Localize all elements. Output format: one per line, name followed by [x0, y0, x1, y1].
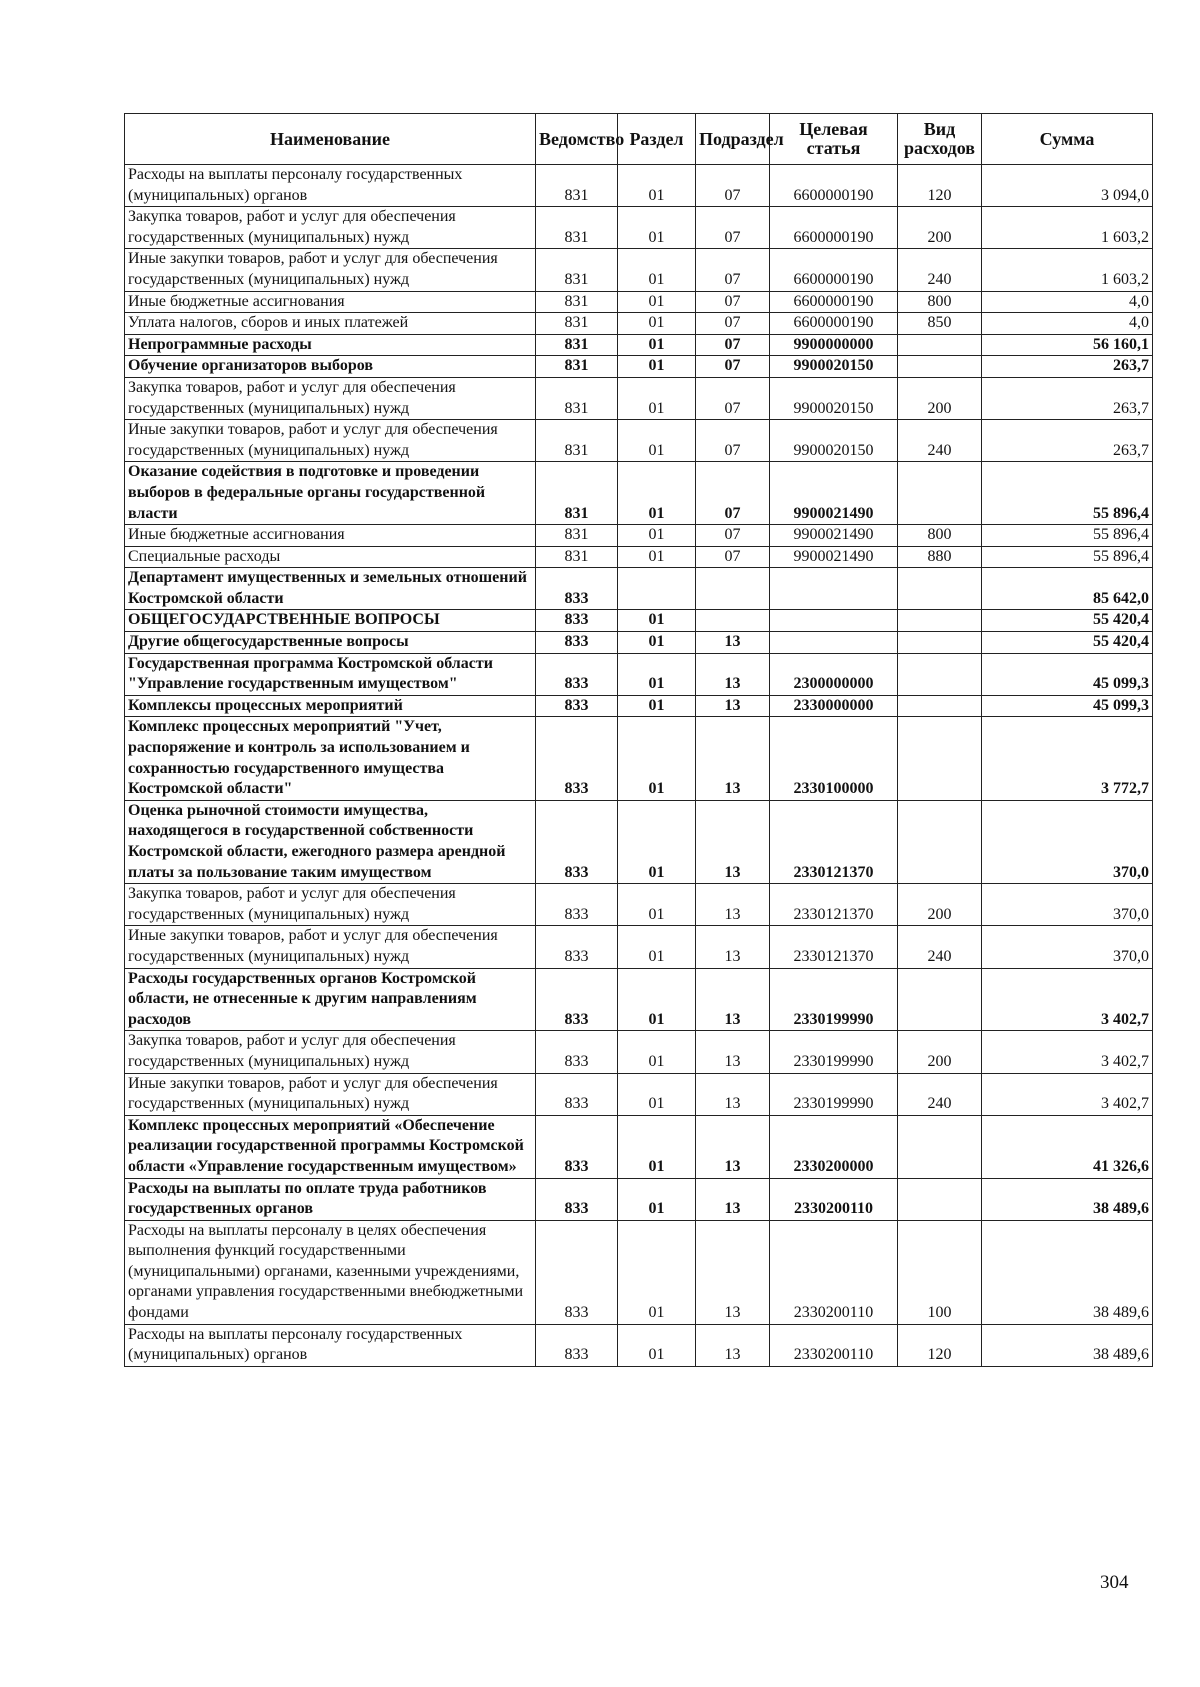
row-sum-cell: 55 896,4 [982, 525, 1153, 547]
table-row [125, 291, 1153, 313]
row-name-cell: Другие общегосударственные вопросы [125, 632, 536, 654]
row-target-item-cell: 9900021490 [770, 525, 898, 547]
row-target-item-cell: 2330000000 [770, 695, 898, 717]
row-target-item-cell: 2330200110 [770, 1178, 898, 1220]
row-subsection-cell: 13 [696, 1115, 770, 1178]
row-section-cell: 01 [618, 1115, 696, 1178]
header-subsection: Подраздел [696, 114, 770, 165]
table-row [125, 420, 1153, 462]
row-department-cell: 833 [536, 1031, 618, 1073]
row-section-cell: 01 [618, 420, 696, 462]
row-sum-cell: 370,0 [982, 926, 1153, 968]
row-target-item-cell: 2330121370 [770, 800, 898, 883]
row-target-item-cell: 9900021490 [770, 462, 898, 525]
row-department-cell: 833 [536, 568, 618, 610]
row-target-item-cell: 6600000190 [770, 313, 898, 335]
row-department-cell: 833 [536, 926, 618, 968]
row-sum-cell: 370,0 [982, 884, 1153, 926]
row-department-cell: 831 [536, 334, 618, 356]
row-department-cell: 833 [536, 717, 618, 800]
row-name-cell: Комплекс процессных мероприятий «Обеспечение реализации государственной программы Костромской области «Управление государственным имуществом» [125, 1115, 536, 1178]
table-row [125, 1115, 1153, 1178]
table-row [125, 1031, 1153, 1073]
row-section-cell: 01 [618, 546, 696, 568]
row-expense-type-cell: 120 [898, 1324, 982, 1366]
row-sum-cell: 3 094,0 [982, 165, 1153, 207]
row-section-cell: 01 [618, 525, 696, 547]
row-subsection-cell: 07 [696, 420, 770, 462]
row-expense-type-cell [898, 800, 982, 883]
table-row [125, 568, 1153, 610]
row-name-cell: Непрограммные расходы [125, 334, 536, 356]
row-name-cell: Оказание содействия в подготовке и проведении выборов в федеральные органы государственной власти [125, 462, 536, 525]
table-row [125, 207, 1153, 249]
row-department-cell: 833 [536, 1324, 618, 1366]
table-row [125, 968, 1153, 1031]
row-expense-type-cell: 200 [898, 377, 982, 419]
row-department-cell: 831 [536, 165, 618, 207]
row-expense-type-cell: 200 [898, 884, 982, 926]
row-section-cell: 01 [618, 926, 696, 968]
row-target-item-cell: 9900020150 [770, 420, 898, 462]
table-row [125, 1220, 1153, 1324]
row-department-cell: 833 [536, 610, 618, 632]
row-target-item-cell: 6600000190 [770, 291, 898, 313]
row-name-cell: Закупка товаров, работ и услуг для обеспечения государственных (муниципальных) нужд [125, 1031, 536, 1073]
table-body [125, 165, 1153, 1367]
row-section-cell: 01 [618, 884, 696, 926]
row-subsection-cell: 07 [696, 313, 770, 335]
row-expense-type-cell: 800 [898, 291, 982, 313]
row-target-item-cell: 2330200110 [770, 1324, 898, 1366]
row-department-cell: 831 [536, 249, 618, 291]
row-sum-cell: 41 326,6 [982, 1115, 1153, 1178]
row-name-cell: Государственная программа Костромской области "Управление государственным имуществом" [125, 653, 536, 695]
row-subsection-cell: 13 [696, 1073, 770, 1115]
row-name-cell: Расходы на выплаты персоналу государственных (муниципальных) органов [125, 165, 536, 207]
row-section-cell: 01 [618, 165, 696, 207]
row-target-item-cell: 2330199990 [770, 968, 898, 1031]
row-section-cell: 01 [618, 1178, 696, 1220]
row-name-cell: Департамент имущественных и земельных отношений Костромской области [125, 568, 536, 610]
row-sum-cell: 55 896,4 [982, 462, 1153, 525]
row-department-cell: 833 [536, 1220, 618, 1324]
row-expense-type-cell: 120 [898, 165, 982, 207]
table-row [125, 377, 1153, 419]
row-subsection-cell: 13 [696, 1178, 770, 1220]
row-expense-type-cell [898, 717, 982, 800]
row-subsection-cell: 13 [696, 884, 770, 926]
row-name-cell: Расходы на выплаты персоналу в целях обеспечения выполнения функций государственными (муниципальными) органами, казенными учреждениями, органами управления государственными внебюджетными фондами [125, 1220, 536, 1324]
row-sum-cell: 45 099,3 [982, 653, 1153, 695]
row-subsection-cell: 07 [696, 356, 770, 378]
row-section-cell: 01 [618, 1031, 696, 1073]
row-target-item-cell: 9900021490 [770, 546, 898, 568]
row-subsection-cell: 07 [696, 334, 770, 356]
row-name-cell: Иные бюджетные ассигнования [125, 525, 536, 547]
table-row [125, 717, 1153, 800]
row-name-cell: Иные закупки товаров, работ и услуг для обеспечения государственных (муниципальных) нужд [125, 1073, 536, 1115]
page-number: 304 [1100, 1572, 1129, 1593]
row-expense-type-cell: 240 [898, 249, 982, 291]
row-target-item-cell: 6600000190 [770, 165, 898, 207]
row-subsection-cell: 13 [696, 1324, 770, 1366]
row-department-cell: 831 [536, 291, 618, 313]
header-section: Раздел [618, 114, 696, 165]
row-section-cell: 01 [618, 1073, 696, 1115]
row-expense-type-cell: 850 [898, 313, 982, 335]
row-target-item-cell: 2330121370 [770, 926, 898, 968]
row-name-cell: Расходы на выплаты по оплате труда работников государственных органов [125, 1178, 536, 1220]
row-subsection-cell: 07 [696, 377, 770, 419]
row-target-item-cell [770, 610, 898, 632]
row-sum-cell: 3 402,7 [982, 1073, 1153, 1115]
header-name: Наименование [125, 114, 536, 165]
row-name-cell: Обучение организаторов выборов [125, 356, 536, 378]
row-sum-cell: 55 420,4 [982, 632, 1153, 654]
row-subsection-cell: 13 [696, 653, 770, 695]
row-expense-type-cell [898, 1115, 982, 1178]
table-row [125, 334, 1153, 356]
row-name-cell: Уплата налогов, сборов и иных платежей [125, 313, 536, 335]
row-department-cell: 831 [536, 525, 618, 547]
row-sum-cell: 1 603,2 [982, 207, 1153, 249]
row-target-item-cell: 2330200110 [770, 1220, 898, 1324]
row-expense-type-cell: 800 [898, 525, 982, 547]
row-department-cell: 833 [536, 800, 618, 883]
row-target-item-cell: 2300000000 [770, 653, 898, 695]
row-department-cell: 833 [536, 1073, 618, 1115]
row-target-item-cell: 9900020150 [770, 356, 898, 378]
row-sum-cell: 38 489,6 [982, 1324, 1153, 1366]
row-sum-cell: 263,7 [982, 356, 1153, 378]
row-target-item-cell: 9900020150 [770, 377, 898, 419]
row-sum-cell: 1 603,2 [982, 249, 1153, 291]
row-target-item-cell: 2330200000 [770, 1115, 898, 1178]
row-subsection-cell: 07 [696, 546, 770, 568]
table-row [125, 800, 1153, 883]
row-expense-type-cell [898, 653, 982, 695]
row-target-item-cell: 6600000190 [770, 249, 898, 291]
row-subsection-cell: 13 [696, 695, 770, 717]
header-sum: Сумма [982, 114, 1153, 165]
row-expense-type-cell [898, 632, 982, 654]
row-subsection-cell: 13 [696, 968, 770, 1031]
row-department-cell: 831 [536, 377, 618, 419]
table-row [125, 695, 1153, 717]
row-section-cell: 01 [618, 377, 696, 419]
row-section-cell: 01 [618, 462, 696, 525]
row-name-cell: Иные закупки товаров, работ и услуг для обеспечения государственных (муниципальных) нужд [125, 926, 536, 968]
row-expense-type-cell: 100 [898, 1220, 982, 1324]
row-expense-type-cell: 200 [898, 1031, 982, 1073]
table-row [125, 926, 1153, 968]
row-department-cell: 831 [536, 207, 618, 249]
row-target-item-cell: 2330121370 [770, 884, 898, 926]
row-name-cell: Иные закупки товаров, работ и услуг для обеспечения государственных (муниципальных) нужд [125, 420, 536, 462]
row-section-cell: 01 [618, 695, 696, 717]
row-name-cell: Специальные расходы [125, 546, 536, 568]
budget-table [124, 113, 1153, 1367]
row-section-cell: 01 [618, 800, 696, 883]
row-subsection-cell: 13 [696, 1220, 770, 1324]
row-department-cell: 831 [536, 546, 618, 568]
row-section-cell: 01 [618, 717, 696, 800]
row-name-cell: Оценка рыночной стоимости имущества, находящегося в государственной собственности Костромской области, ежегодного размера арендной платы за пользование таким имуществом [125, 800, 536, 883]
row-subsection-cell: 07 [696, 525, 770, 547]
row-subsection-cell: 07 [696, 462, 770, 525]
row-expense-type-cell: 240 [898, 926, 982, 968]
row-section-cell: 01 [618, 207, 696, 249]
row-subsection-cell: 13 [696, 717, 770, 800]
row-sum-cell: 263,7 [982, 420, 1153, 462]
table-row [125, 610, 1153, 632]
row-sum-cell: 3 402,7 [982, 968, 1153, 1031]
row-section-cell: 01 [618, 1220, 696, 1324]
row-expense-type-cell: 240 [898, 1073, 982, 1115]
row-expense-type-cell [898, 695, 982, 717]
row-expense-type-cell [898, 1178, 982, 1220]
row-subsection-cell: 13 [696, 632, 770, 654]
row-department-cell: 833 [536, 968, 618, 1031]
row-department-cell: 831 [536, 356, 618, 378]
row-name-cell: Комплексы процессных мероприятий [125, 695, 536, 717]
table-row [125, 313, 1153, 335]
row-section-cell: 01 [618, 249, 696, 291]
header-expense-type: Вид расходов [898, 114, 982, 165]
row-sum-cell: 55 896,4 [982, 546, 1153, 568]
row-name-cell: Закупка товаров, работ и услуг для обеспечения государственных (муниципальных) нужд [125, 377, 536, 419]
row-name-cell: Расходы государственных органов Костромской области, не отнесенные к другим направлениям расходов [125, 968, 536, 1031]
row-section-cell: 01 [618, 313, 696, 335]
row-sum-cell: 45 099,3 [982, 695, 1153, 717]
row-subsection-cell [696, 610, 770, 632]
row-subsection-cell: 07 [696, 291, 770, 313]
row-target-item-cell: 9900000000 [770, 334, 898, 356]
row-department-cell: 833 [536, 653, 618, 695]
row-department-cell: 833 [536, 1178, 618, 1220]
row-expense-type-cell: 200 [898, 207, 982, 249]
row-section-cell: 01 [618, 610, 696, 632]
row-expense-type-cell [898, 356, 982, 378]
row-sum-cell: 38 489,6 [982, 1220, 1153, 1324]
row-section-cell: 01 [618, 334, 696, 356]
row-department-cell: 831 [536, 462, 618, 525]
row-subsection-cell: 07 [696, 249, 770, 291]
row-sum-cell: 56 160,1 [982, 334, 1153, 356]
row-section-cell: 01 [618, 1324, 696, 1366]
row-sum-cell: 370,0 [982, 800, 1153, 883]
row-expense-type-cell [898, 610, 982, 632]
row-section-cell: 01 [618, 291, 696, 313]
row-department-cell: 833 [536, 695, 618, 717]
table-row [125, 356, 1153, 378]
row-sum-cell: 85 642,0 [982, 568, 1153, 610]
row-target-item-cell: 2330100000 [770, 717, 898, 800]
row-subsection-cell: 13 [696, 800, 770, 883]
row-name-cell: Иные бюджетные ассигнования [125, 291, 536, 313]
row-sum-cell: 4,0 [982, 291, 1153, 313]
table-row [125, 546, 1153, 568]
row-expense-type-cell [898, 462, 982, 525]
table-row [125, 249, 1153, 291]
table-row [125, 632, 1153, 654]
table-row [125, 653, 1153, 695]
row-section-cell: 01 [618, 968, 696, 1031]
row-sum-cell: 3 772,7 [982, 717, 1153, 800]
row-department-cell: 833 [536, 884, 618, 926]
row-expense-type-cell [898, 334, 982, 356]
row-name-cell: Комплекс процессных мероприятий "Учет, распоряжение и контроль за использованием и сохранностью государственного имущества Костромской области" [125, 717, 536, 800]
row-expense-type-cell: 880 [898, 546, 982, 568]
row-name-cell: Расходы на выплаты персоналу государственных (муниципальных) органов [125, 1324, 536, 1366]
row-expense-type-cell [898, 568, 982, 610]
budget-table-container [124, 113, 1152, 1367]
row-sum-cell: 263,7 [982, 377, 1153, 419]
row-subsection-cell: 13 [696, 926, 770, 968]
table-row [125, 1178, 1153, 1220]
row-expense-type-cell: 240 [898, 420, 982, 462]
row-expense-type-cell [898, 968, 982, 1031]
header-target-item: Целевая статья [770, 114, 898, 165]
row-name-cell: Иные закупки товаров, работ и услуг для обеспечения государственных (муниципальных) нужд [125, 249, 536, 291]
row-sum-cell: 3 402,7 [982, 1031, 1153, 1073]
row-section-cell: 01 [618, 653, 696, 695]
table-row [125, 884, 1153, 926]
row-section-cell: 01 [618, 632, 696, 654]
row-name-cell: Закупка товаров, работ и услуг для обеспечения государственных (муниципальных) нужд [125, 884, 536, 926]
row-sum-cell: 38 489,6 [982, 1178, 1153, 1220]
table-row [125, 1073, 1153, 1115]
row-sum-cell: 55 420,4 [982, 610, 1153, 632]
table-row [125, 525, 1153, 547]
row-name-cell: Закупка товаров, работ и услуг для обеспечения государственных (муниципальных) нужд [125, 207, 536, 249]
table-row [125, 165, 1153, 207]
row-target-item-cell [770, 632, 898, 654]
row-subsection-cell [696, 568, 770, 610]
row-department-cell: 831 [536, 420, 618, 462]
row-name-cell: ОБЩЕГОСУДАРСТВЕННЫЕ ВОПРОСЫ [125, 610, 536, 632]
row-sum-cell: 4,0 [982, 313, 1153, 335]
row-department-cell: 833 [536, 1115, 618, 1178]
row-section-cell [618, 568, 696, 610]
table-row [125, 462, 1153, 525]
row-target-item-cell: 6600000190 [770, 207, 898, 249]
row-section-cell: 01 [618, 356, 696, 378]
header-department: Ведомство [536, 114, 618, 165]
row-department-cell: 833 [536, 632, 618, 654]
table-header-row [125, 114, 1153, 165]
row-target-item-cell [770, 568, 898, 610]
row-target-item-cell: 2330199990 [770, 1031, 898, 1073]
row-target-item-cell: 2330199990 [770, 1073, 898, 1115]
table-row [125, 1324, 1153, 1366]
row-subsection-cell: 13 [696, 1031, 770, 1073]
row-subsection-cell: 07 [696, 165, 770, 207]
row-subsection-cell: 07 [696, 207, 770, 249]
row-department-cell: 831 [536, 313, 618, 335]
